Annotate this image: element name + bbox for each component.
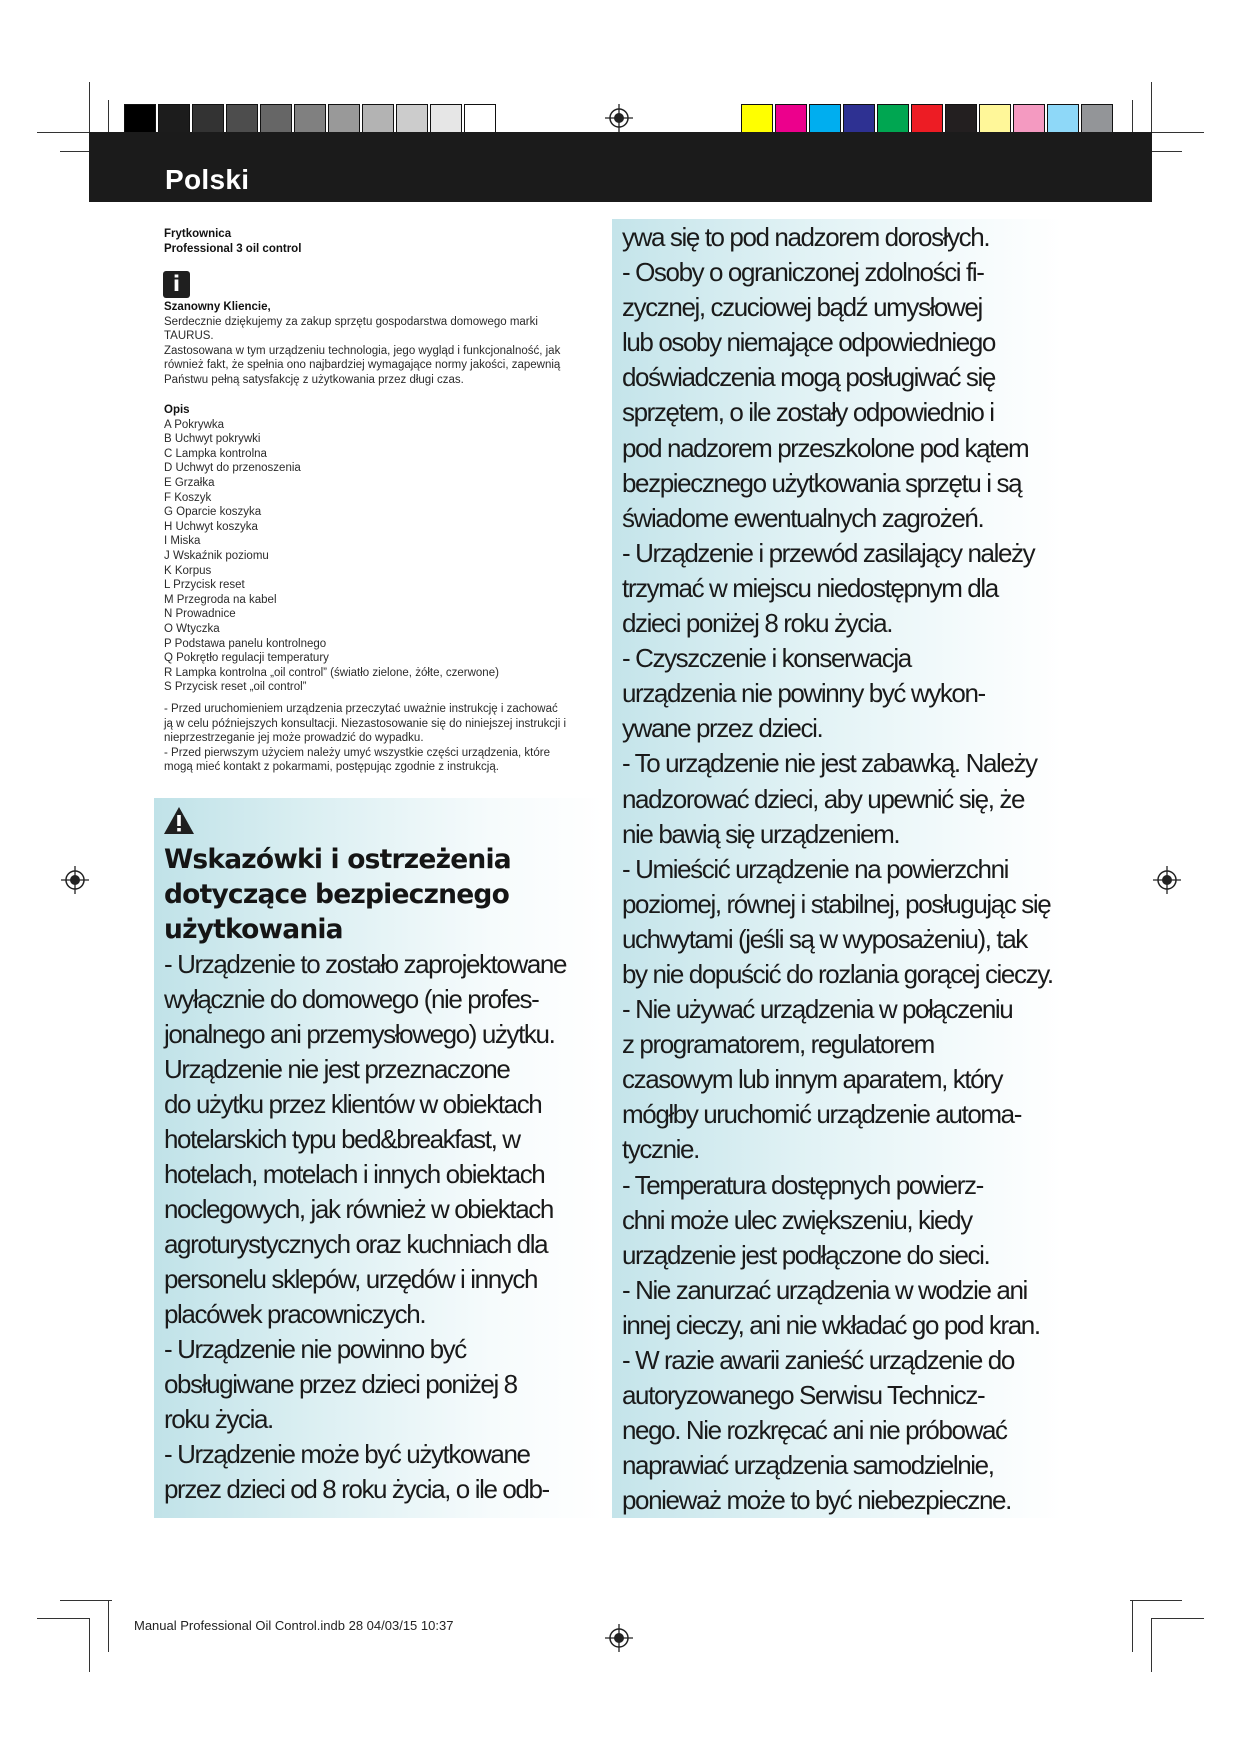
color-swatch xyxy=(877,104,909,134)
color-swatch xyxy=(260,104,292,134)
part-item: H Uchwyt koszyka xyxy=(164,520,258,533)
safety-line: uchwytami (jeśli są w wyposażeniu), tak xyxy=(622,923,1027,954)
safety-line: urządzenie jest podłączone do sieci. xyxy=(622,1239,990,1270)
part-item: F Koszyk xyxy=(164,491,212,504)
part-item: D Uchwyt do przenoszenia xyxy=(164,462,301,475)
warning-triangle-icon xyxy=(163,806,195,835)
color-swatch xyxy=(362,104,394,134)
registration-mark-icon xyxy=(605,1624,633,1652)
greeting: Szanowny Kliencie, xyxy=(164,301,271,313)
safety-line: roku życia. xyxy=(164,1404,273,1434)
safety-line: wyłącznie do domowego (nie profes- xyxy=(164,984,539,1014)
safety-heading-line: Wskazówki i ostrzeżenia xyxy=(164,844,511,875)
note-line: - Przed pierwszym użyciem należy umyć wszystkie części urządzenia, które xyxy=(164,746,551,759)
safety-heading-line: użytkowania xyxy=(164,914,343,945)
safety-line: placówek pracowniczych. xyxy=(164,1299,426,1329)
color-swatch xyxy=(1013,104,1045,134)
safety-line: z programatorem, regulatorem xyxy=(622,1029,934,1060)
safety-line: by nie dopuścić do rozlania gorącej cieczy. xyxy=(622,958,1053,989)
color-swatch xyxy=(1047,104,1079,134)
part-item: M Przegroda na kabel xyxy=(164,593,277,606)
safety-line: - Nie zanurzać urządzenia w wodzie ani xyxy=(622,1274,1027,1305)
note-line: mogą mieć kontakt z pokarmami, postępując zgodnie z instrukcją. xyxy=(164,761,499,774)
safety-line: - To urządzenie nie jest zabawką. Należy xyxy=(622,748,1037,779)
product-line-1: Frytkownica xyxy=(164,228,232,240)
safety-line: trzymać w miejscu niedostępnym dla xyxy=(622,572,998,603)
safety-line: - Urządzenie to zostało zaprojektowane xyxy=(164,949,567,979)
part-item: P Podstawa panelu kontrolnego xyxy=(164,637,327,650)
thanks-line: Serdecznie dziękujemy za zakup sprzętu gospodarstwa domowego marki xyxy=(164,315,538,328)
part-item: S Przycisk reset „oil control” xyxy=(164,681,307,694)
color-swatch xyxy=(809,104,841,134)
registration-mark-icon xyxy=(61,866,89,894)
color-swatch xyxy=(294,104,326,134)
safety-line: nadzorować dzieci, aby upewnić się, że xyxy=(622,783,1025,814)
part-item: G Oparcie koszyka xyxy=(164,506,262,519)
safety-line: poziomej, równej i stabilnej, posługując się xyxy=(622,888,1051,919)
part-item: N Prowadnice xyxy=(164,608,236,621)
safety-line: pod nadzorem przeszkolone pod kątem xyxy=(622,432,1029,463)
safety-line: - Czyszczenie i konserwacja xyxy=(622,643,911,674)
safety-line: sprzętem, o ile zostały odpowiednio i xyxy=(622,397,994,428)
safety-line: ywane przez dzieci. xyxy=(622,713,823,744)
print-slug: Manual Professional Oil Control.indb 28 04/03/15 10:37 xyxy=(134,1618,454,1633)
color-swatch xyxy=(158,104,190,134)
safety-line: nie bawią się urządzeniem. xyxy=(622,818,900,849)
safety-line: do użytku przez klientów w obiektach xyxy=(164,1089,542,1119)
safety-line: chni może ulec zwiększeniu, kiedy xyxy=(622,1204,972,1235)
safety-line: urządzenia nie powinny być wykon- xyxy=(622,678,985,709)
color-swatch xyxy=(430,104,462,134)
part-item: R Lampka kontrolna „oil control” (światło zielone, żółte, czerwone) xyxy=(164,666,499,679)
part-item: L Przycisk reset xyxy=(164,579,245,592)
note-line: - Przed uruchomieniem urządzenia przeczytać uważnie instrukcję i zachować xyxy=(164,703,558,715)
safety-line: - Nie używać urządzenia w połączeniu xyxy=(622,994,1013,1025)
safety-line: - Umieścić urządzenie na powierzchni xyxy=(622,853,1009,884)
safety-line: - Osoby o ograniczonej zdolności fi- xyxy=(622,257,984,288)
color-swatch xyxy=(911,104,943,134)
color-swatch xyxy=(328,104,360,134)
registration-mark-icon xyxy=(1153,866,1181,894)
color-swatch xyxy=(843,104,875,134)
safety-line: dzieci poniżej 8 roku życia. xyxy=(622,608,893,639)
usage-notes xyxy=(164,702,566,775)
color-swatch xyxy=(396,104,428,134)
safety-line: - Urządzenie nie powinno być xyxy=(164,1334,466,1364)
part-item: B Uchwyt pokrywki xyxy=(164,433,261,446)
note-line: nieprzestrzeganie jej może prowadzić do wypadku. xyxy=(164,732,424,745)
part-item: I Miska xyxy=(164,535,201,548)
parts-list xyxy=(164,403,499,695)
thanks-line: TAURUS. xyxy=(164,330,214,343)
safety-line: ywa się to pod nadzorem dorosłych. xyxy=(622,222,990,252)
part-item: C Lampka kontrolna xyxy=(164,447,267,460)
safety-line: mógłby uruchomić urządzenie automa- xyxy=(622,1099,1021,1130)
product-line-2: Professional 3 oil control xyxy=(164,242,302,255)
safety-line: - Temperatura dostępnych powierz- xyxy=(622,1169,983,1200)
safety-text-left xyxy=(164,947,566,1507)
page-title: Polski xyxy=(165,164,250,195)
safety-line: hotelarskich typu bed&breakfast, w xyxy=(164,1124,520,1154)
safety-line: - Urządzenie może być użytkowane xyxy=(164,1439,530,1469)
part-item: J Wskaźnik poziomu xyxy=(164,549,269,562)
parts-title: Opis xyxy=(164,404,190,416)
safety-line: zycznej, czuciowej bądź umysłowej xyxy=(622,292,982,323)
safety-line: personelu sklepów, urzędów i innych xyxy=(164,1264,538,1294)
safety-line: naprawiać urządzenia samodzielnie, xyxy=(622,1450,994,1481)
safety-line: innej cieczy, ani nie wkładać go pod kran. xyxy=(622,1309,1040,1340)
color-swatch xyxy=(1081,104,1113,134)
safety-heading-line: dotyczące bezpiecznego xyxy=(164,879,509,910)
safety-line: świadome ewentualnych zagrożeń. xyxy=(622,502,984,533)
thanks-line: Państwu pełną satysfakcję z użytkowania przez długi czas. xyxy=(164,373,464,386)
safety-line: hotelach, motelach i innych obiektach xyxy=(164,1159,545,1189)
safety-line: tycznie. xyxy=(622,1134,699,1165)
safety-line: ponieważ może to być niebezpieczne. xyxy=(622,1485,1011,1516)
color-swatch xyxy=(226,104,258,134)
color-swatch xyxy=(945,104,977,134)
safety-line: doświadczenia mogą posługiwać się xyxy=(622,362,995,393)
safety-text-right xyxy=(622,220,1053,1518)
safety-line: - W razie awarii zanieść urządzenie do xyxy=(622,1345,1014,1375)
safety-heading xyxy=(164,842,511,947)
product-name xyxy=(164,227,301,256)
greeting-block xyxy=(164,300,560,388)
safety-line: - Urządzenie i przewód zasilający należy xyxy=(622,537,1035,568)
safety-line: czasowym lub innym aparatem, który xyxy=(622,1064,1003,1095)
safety-line: obsługiwane przez dzieci poniżej 8 xyxy=(164,1369,517,1399)
part-item: A Pokrywka xyxy=(164,418,225,431)
color-swatch xyxy=(775,104,807,134)
part-item: E Grzałka xyxy=(164,476,215,489)
safety-line: Urządzenie nie jest przeznaczone xyxy=(164,1054,510,1084)
part-item: O Wtyczka xyxy=(164,622,220,635)
part-item: K Korpus xyxy=(164,564,212,577)
color-swatch xyxy=(741,104,773,134)
safety-line: noclegowych, jak również w obiektach xyxy=(164,1194,553,1224)
info-icon: i xyxy=(163,271,190,298)
color-swatch xyxy=(124,104,156,134)
thanks-line: również fakt, że spełnia ono najbardziej wymagające normy jakości, zapewnią xyxy=(164,359,561,372)
note-line: ją w celu późniejszych konsultacji. Niezastosowanie się do niniejszej instrukcji i xyxy=(164,717,567,730)
thanks-line: Zastosowana w tym urządzeniu technologia, jego wygląd i funkcjonalność, jak xyxy=(164,344,561,357)
safety-line: agroturystycznych oraz kuchniach dla xyxy=(164,1229,548,1259)
safety-line: lub osoby niemające odpowiedniego xyxy=(622,327,995,358)
registration-mark-icon xyxy=(605,104,633,132)
safety-line: przez dzieci od 8 roku życia, o ile odb- xyxy=(164,1474,549,1504)
safety-line: bezpiecznego użytkowania sprzętu i są xyxy=(622,467,1022,498)
safety-line: jonalnego ani przemysłowego) użytku. xyxy=(164,1019,555,1049)
safety-line: nego. Nie rozkręcać ani nie próbować xyxy=(622,1415,1007,1446)
safety-line: autoryzowanego Serwisu Technicz- xyxy=(622,1380,985,1411)
color-swatch xyxy=(464,104,496,134)
part-item: Q Pokrętło regulacji temperatury xyxy=(164,652,329,665)
color-swatch xyxy=(192,104,224,134)
color-swatch xyxy=(979,104,1011,134)
